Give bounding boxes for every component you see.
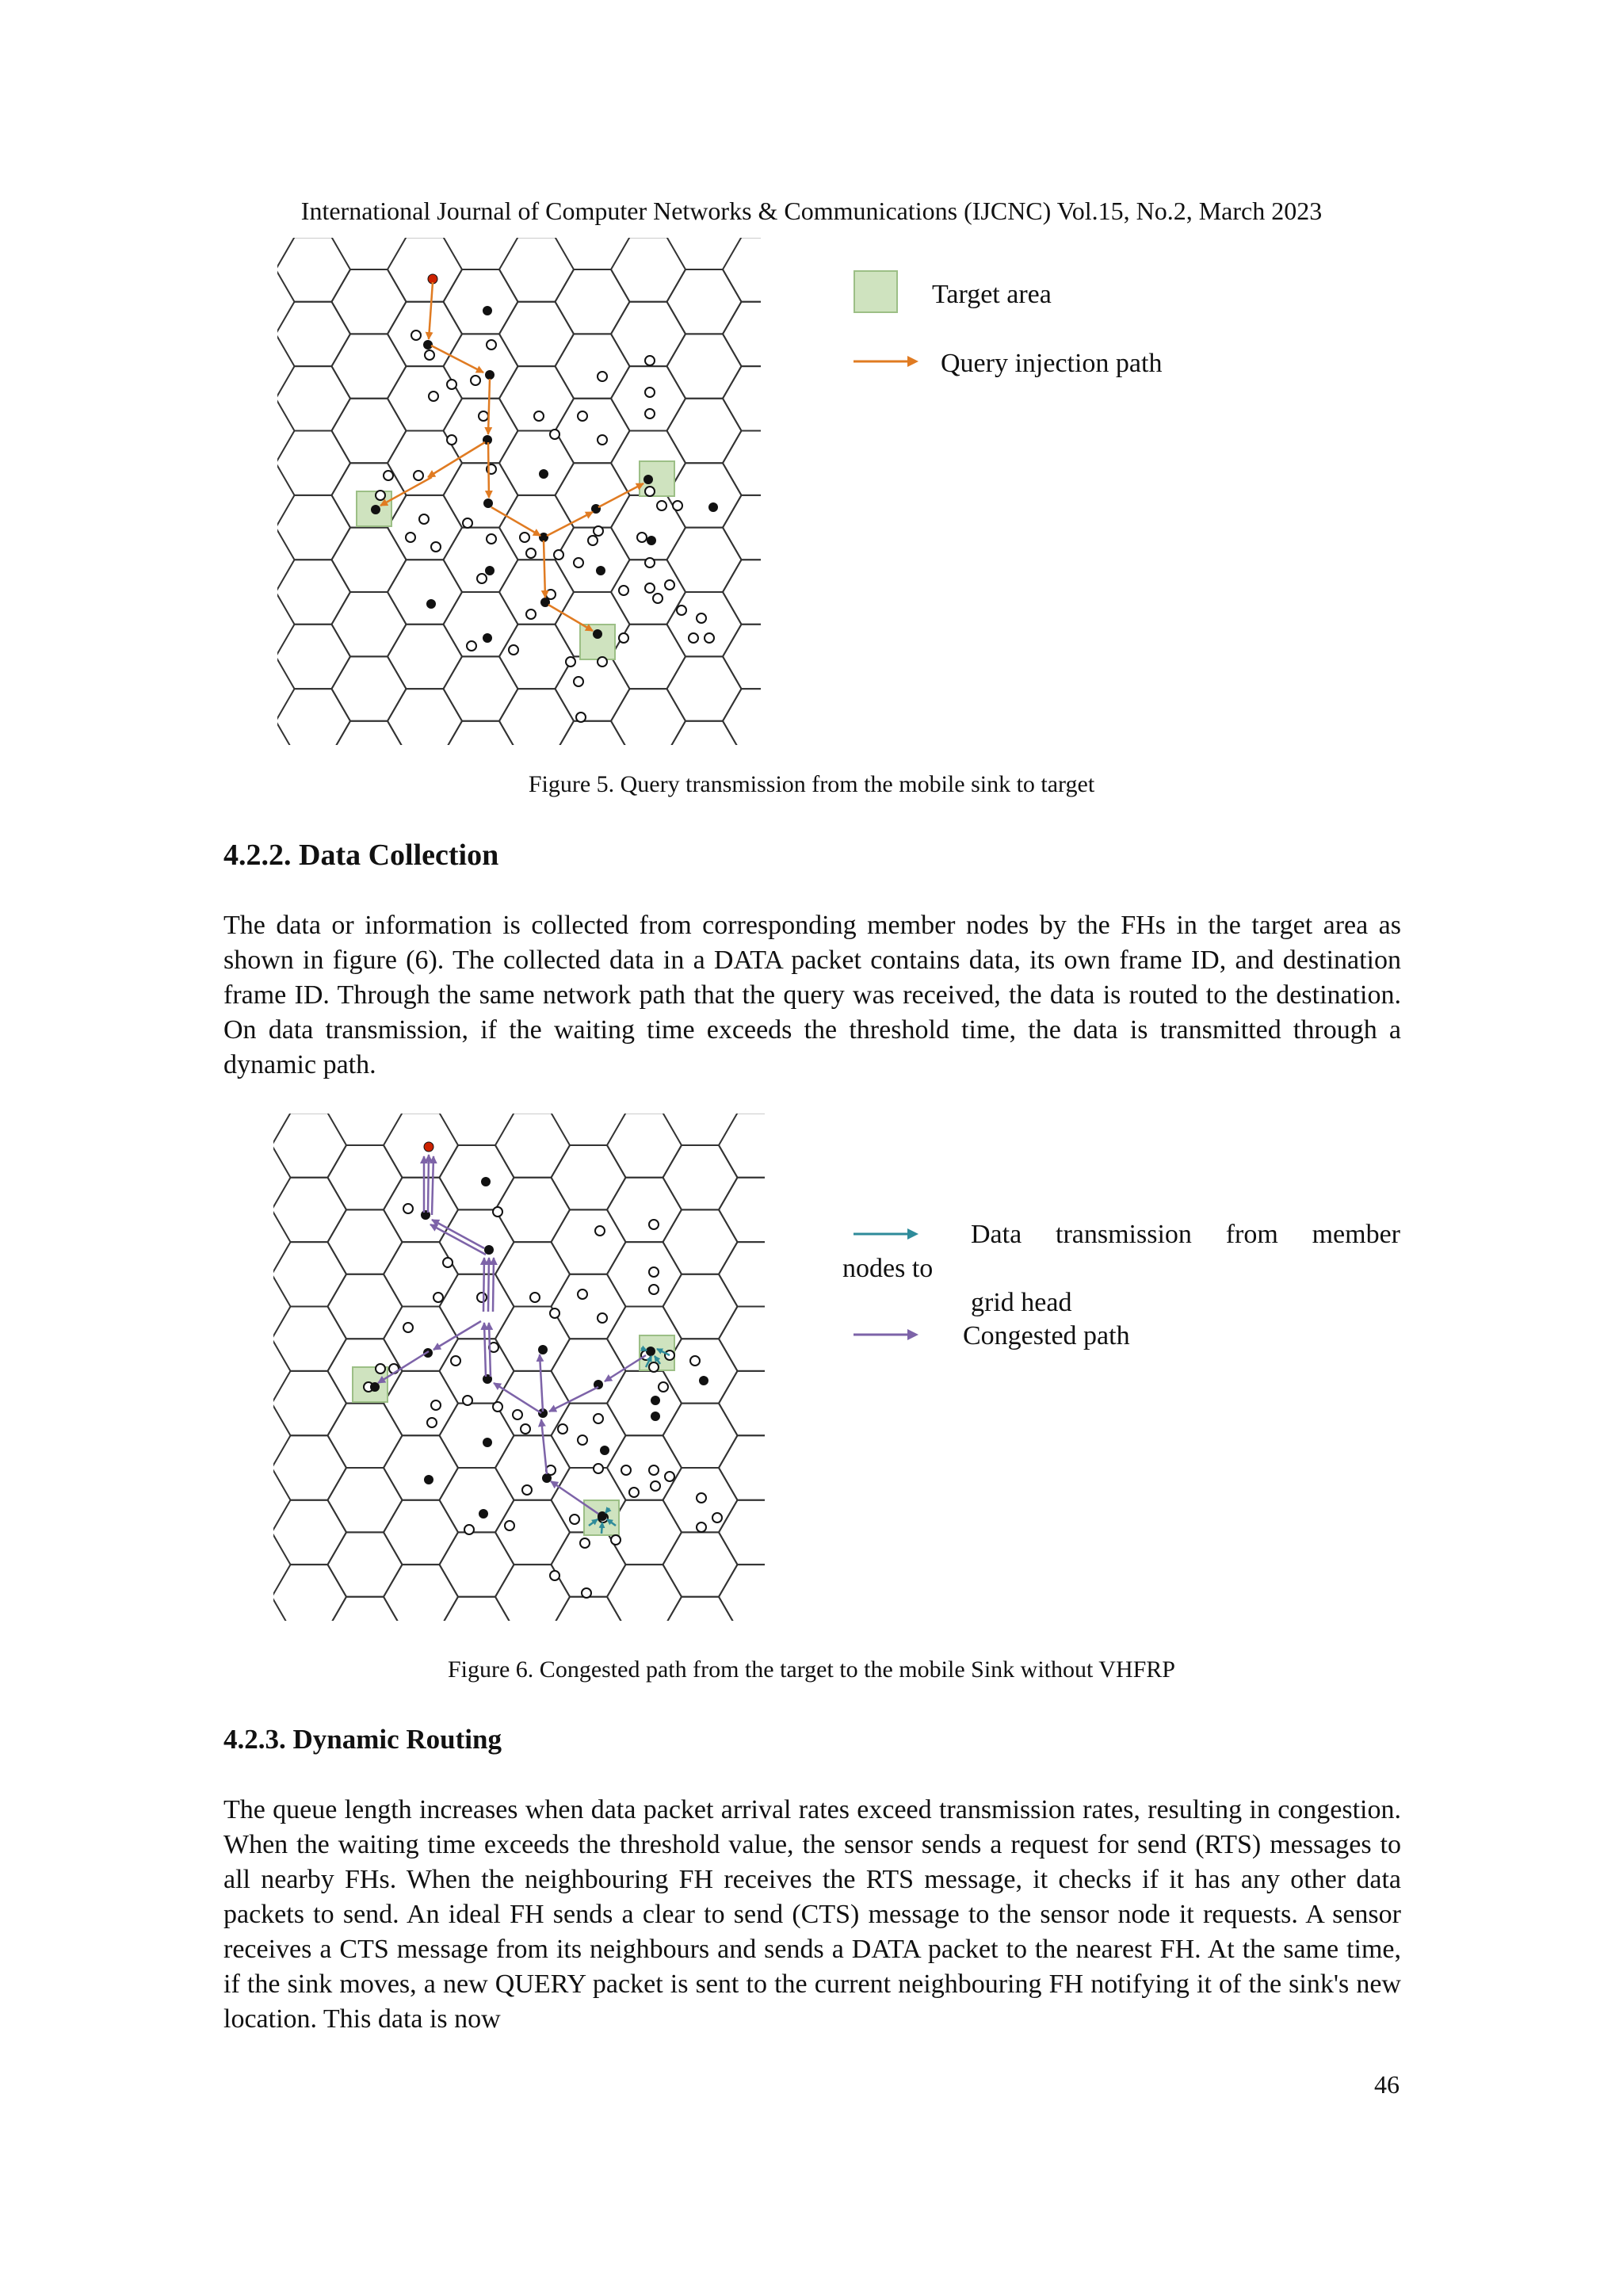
journal-header: International Journal of Computer Networks & Communications (IJCNC) Vol.15, No.2, March 2023 xyxy=(300,197,1323,225)
hex-cell xyxy=(607,1564,682,1621)
hex-cell xyxy=(332,334,407,398)
hex-cell xyxy=(499,689,574,745)
hex-cell xyxy=(384,1178,458,1242)
legend-congested-arrow xyxy=(854,1327,918,1343)
figure-5-caption: Figure 5. Query transmission from the mobile sink to target xyxy=(528,771,1095,797)
hex-cell xyxy=(723,560,761,624)
hex-cell xyxy=(607,1114,682,1178)
hex-cell xyxy=(384,1500,458,1564)
hex-cell xyxy=(440,1468,514,1532)
hex-cell xyxy=(719,1564,765,1621)
hex-cell xyxy=(384,1242,458,1306)
legend-data-label-line2: nodes to xyxy=(842,1254,934,1283)
hex-cell xyxy=(495,1435,570,1499)
hex-cell xyxy=(663,1274,738,1339)
hex-cell xyxy=(277,302,350,366)
hex-cell xyxy=(667,269,742,334)
hex-cell xyxy=(556,463,630,527)
hex-cell xyxy=(273,1242,346,1306)
figure-6-caption: Figure 6. Congested path from the target to the mobile Sink without VHFRP xyxy=(447,1656,1175,1683)
hex-cell xyxy=(273,1500,346,1564)
hex-cell xyxy=(552,1404,626,1468)
hex-cell xyxy=(328,1209,403,1274)
hex-cell xyxy=(440,1404,514,1468)
hex-cell xyxy=(444,592,518,656)
hex-cell xyxy=(328,1404,403,1468)
hex-cell xyxy=(607,1242,682,1306)
hex-cell xyxy=(388,495,462,560)
hex-cell xyxy=(499,431,574,495)
hex-cell xyxy=(388,689,462,745)
hex-cell xyxy=(277,431,350,495)
hex-cell xyxy=(495,1114,570,1178)
hex-cell xyxy=(273,1564,346,1621)
hex-cell xyxy=(667,592,742,656)
hex-cell xyxy=(444,269,518,334)
hex-cell xyxy=(611,366,685,430)
hex-cell xyxy=(277,560,350,624)
hex-cell xyxy=(667,656,742,720)
hex-cell xyxy=(611,238,685,302)
section-4-2-3-paragraph: The queue length increases when data packet arrival rates exceed transmission rates, resulting in congestion. When the waiting time exceeds the threshold value, the sensor sends a request for send (RTS) messages to all nearby FHs. When the neighbouring FH receives the RTS message, it checks if it has any other data packets to send. An ideal FH sends a clear to send (CTS) message to the sensor node it requests. A sensor receives a CTS message from its neighbours and sends a DATA packet to the nearest FH. At the same time, if the sink moves, a new QUERY packet is sent to the current neighbouring FH notifying it of the sink's new location. This data is now xyxy=(223,1795,1401,2034)
hex-cell xyxy=(663,1404,738,1468)
hex-cell xyxy=(723,689,761,745)
hex-cell xyxy=(495,1500,570,1564)
hex-cell xyxy=(552,1339,626,1403)
hex-cell xyxy=(723,302,761,366)
hex-grid xyxy=(273,1114,765,1621)
hex-cell xyxy=(277,625,350,689)
hex-cell xyxy=(723,625,761,689)
hex-cell xyxy=(328,1274,403,1339)
hex-cell xyxy=(552,1145,626,1209)
hex-cell xyxy=(273,1435,346,1499)
hex-grid xyxy=(277,238,761,745)
hex-cell xyxy=(388,560,462,624)
hex-cell xyxy=(273,1178,346,1242)
hex-cell xyxy=(444,463,518,527)
hex-cell xyxy=(332,269,407,334)
hex-cell xyxy=(328,1468,403,1532)
hex-cell xyxy=(723,431,761,495)
legend-query-label: Query injection path xyxy=(941,349,1163,378)
hex-cell xyxy=(607,1371,682,1435)
hex-cell xyxy=(556,656,630,720)
hex-cell xyxy=(667,334,742,398)
hex-cell xyxy=(277,689,350,745)
hex-cell xyxy=(332,656,407,720)
hex-cell xyxy=(440,1339,514,1403)
section-4-2-3-heading: 4.2.3. Dynamic Routing xyxy=(223,1724,502,1755)
hex-cell xyxy=(499,625,574,689)
legend-data-label-line1: Data transmission from member xyxy=(971,1220,1400,1249)
hex-cell xyxy=(499,302,574,366)
figure-6-hex-grid xyxy=(273,1114,765,1621)
hex-cell xyxy=(384,1564,458,1621)
hex-cell xyxy=(388,366,462,430)
hex-cell xyxy=(440,1274,514,1339)
hex-cell xyxy=(556,399,630,463)
hex-cell xyxy=(328,1532,403,1596)
hex-cell xyxy=(556,334,630,398)
hex-cell xyxy=(444,656,518,720)
hex-cell xyxy=(273,1371,346,1435)
hex-cell xyxy=(719,1178,765,1242)
hex-cell xyxy=(667,399,742,463)
section-4-2-2-paragraph: The data or information is collected from corresponding member nodes by the FHs in the target area as shown in figure (6). The collected data in a DATA packet contains data, its own frame ID, and destination frame ID. Through the same network path that the query was received, the data is routed to the destination. On data transmission, if the waiting time exceeds the threshold time, the data is transmitted through a dynamic path. xyxy=(223,911,1401,1079)
hex-cell xyxy=(611,689,685,745)
legend-query-arrow xyxy=(854,353,918,369)
hex-cell xyxy=(499,238,574,302)
hex-cell xyxy=(719,1435,765,1499)
hex-cell xyxy=(663,1532,738,1596)
hex-cell xyxy=(277,495,350,560)
hex-cell xyxy=(444,399,518,463)
hex-cell xyxy=(607,1435,682,1499)
hex-cell xyxy=(277,366,350,430)
hex-cell xyxy=(384,1114,458,1178)
hex-cell xyxy=(499,560,574,624)
hex-cell xyxy=(332,399,407,463)
hex-cell xyxy=(388,625,462,689)
section-4-2-2-heading: 4.2.2. Data Collection xyxy=(223,839,499,872)
hex-cell xyxy=(556,269,630,334)
page-number: 46 xyxy=(1374,2070,1400,2099)
hex-cell xyxy=(440,1532,514,1596)
legend-data-arrow xyxy=(854,1226,918,1242)
legend-data-label-line3: grid head xyxy=(971,1288,1072,1317)
hex-cell xyxy=(384,1435,458,1499)
hex-cell xyxy=(723,238,761,302)
hex-cell xyxy=(719,1500,765,1564)
hex-cell xyxy=(607,1178,682,1242)
hex-cell xyxy=(667,463,742,527)
congested-path xyxy=(378,1155,646,1514)
hex-cell xyxy=(277,238,350,302)
hex-cell xyxy=(384,1307,458,1371)
hex-cell xyxy=(495,1178,570,1242)
hex-cell xyxy=(552,1274,626,1339)
hex-cell xyxy=(332,528,407,592)
legend-target-swatch xyxy=(854,270,898,313)
hex-cell xyxy=(663,1209,738,1274)
hex-cell xyxy=(723,495,761,560)
mobile-sink xyxy=(424,1142,433,1152)
hex-cell xyxy=(273,1307,346,1371)
hex-cell xyxy=(719,1242,765,1306)
hex-cell xyxy=(440,1145,514,1209)
hex-cell xyxy=(719,1371,765,1435)
hex-cell xyxy=(384,1371,458,1435)
legend-congested-label: Congested path xyxy=(963,1321,1130,1350)
hex-cell xyxy=(723,366,761,430)
hex-cell xyxy=(273,1114,346,1178)
figure-5-hex-grid xyxy=(277,238,761,745)
hex-cell xyxy=(388,238,462,302)
hex-cell xyxy=(552,1209,626,1274)
legend-target-label: Target area xyxy=(932,280,1052,309)
hex-cell xyxy=(328,1145,403,1209)
hex-cell xyxy=(719,1114,765,1178)
member-nodes xyxy=(376,330,714,722)
hex-cell xyxy=(667,528,742,592)
hex-cell xyxy=(332,592,407,656)
hex-cell xyxy=(719,1307,765,1371)
hex-cell xyxy=(663,1145,738,1209)
